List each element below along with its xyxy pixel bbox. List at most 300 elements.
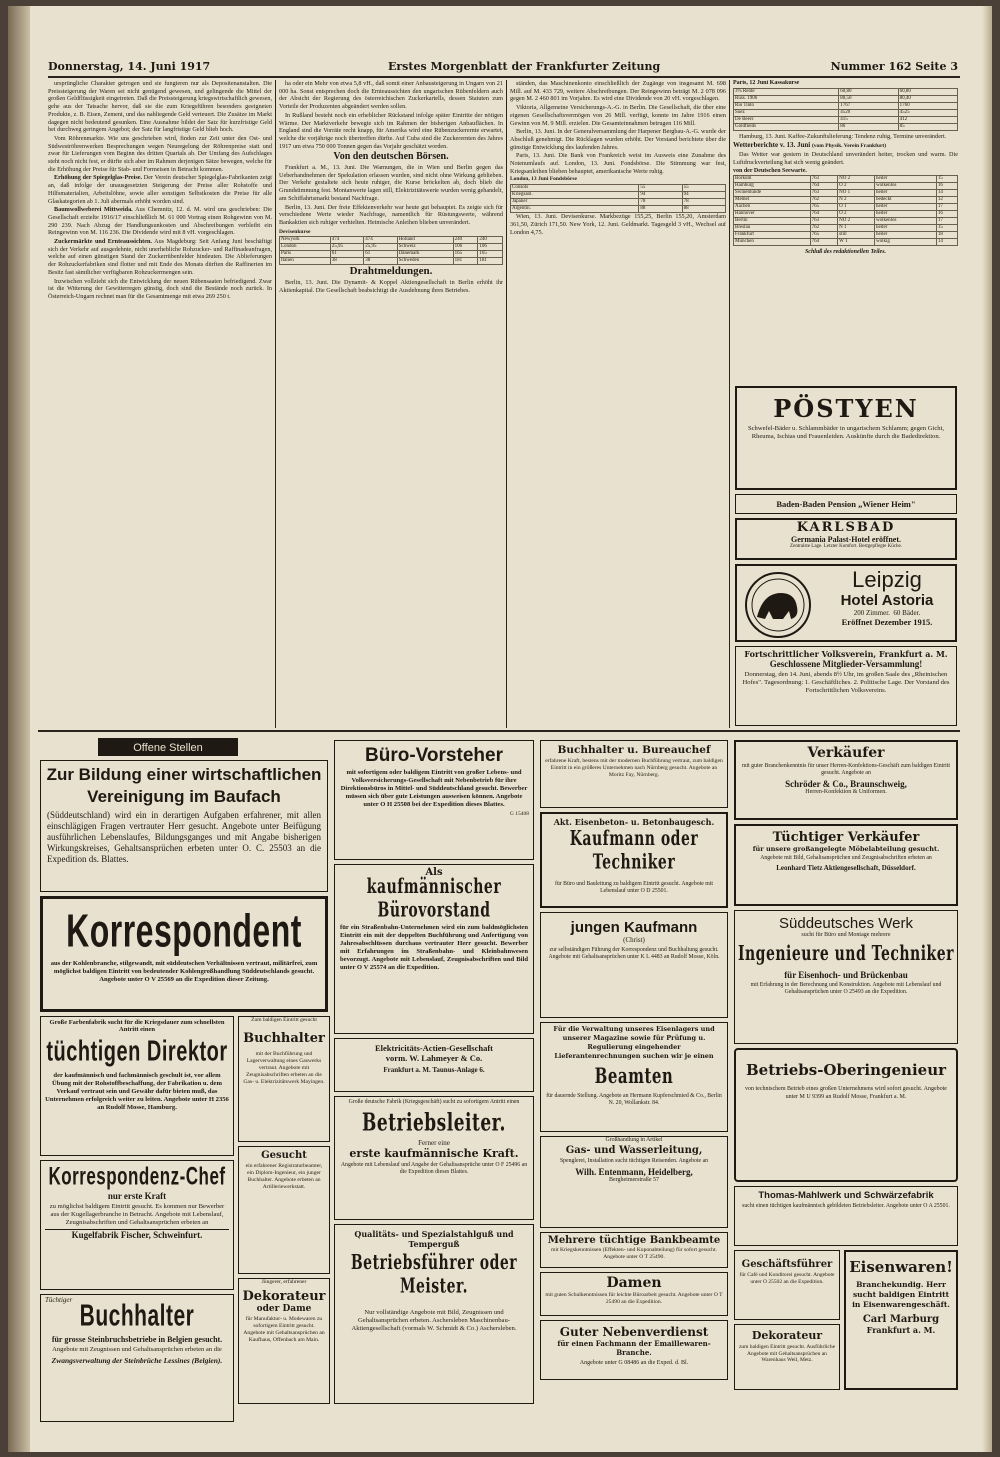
- table-cell: heiter: [874, 232, 936, 239]
- table-cell: wolkenlos: [874, 183, 936, 190]
- table-cell: Japaner: [511, 199, 639, 206]
- gas-title: Buchhalter: [243, 1031, 325, 1046]
- sued-sub: sucht für Büro und Montage mehrere: [801, 932, 891, 938]
- draht-heading: Drahtmeldungen.: [349, 265, 433, 278]
- table-cell: 765: [810, 232, 838, 239]
- devisen-table: [279, 236, 503, 265]
- seewarte-table: [733, 175, 958, 246]
- table-cell: Berlin: [734, 218, 811, 225]
- header-rule: [48, 76, 960, 78]
- table-cell: 94: [682, 192, 725, 199]
- header-issue: Nummer 162 Seite 3: [830, 60, 958, 73]
- neben-text: Angebote unter G 08486 an die Exped. d. Bl.: [579, 1360, 689, 1366]
- table-cell: 16: [936, 211, 957, 218]
- wasser-text: Spenglerei, Installation sucht tüchtigen Reisenden. Angebote an: [559, 1158, 709, 1164]
- column-2: [279, 80, 503, 728]
- betriebsleiter-ad: [334, 1096, 534, 1220]
- kfm-text: für ein Straßenbahn-Unternehmen wird ein zum baldmöglichsten Eintritt ein mit der doppelten Buchführung und Anfertigung von Jahresabschlüssen durchaus vertrauter Herr gesucht. Bewerber mit Erfahrungen im Straßenbahn- und Kleinbahnwesen bevorzugt. Angebote mit Lebenslauf, Zeugnisabschriften und Bild unter O V 25574 an die Expedition.: [340, 924, 528, 971]
- table-cell: 764: [810, 211, 838, 218]
- table-cell: 240: [478, 237, 503, 244]
- column-3: [510, 80, 726, 728]
- piestany-text: Schwefel-Bäder u. Schlammbäder in ungarischem Schlamm; gegen Gicht, Rheuma, Ischias und Frauenleiden. Auskünfte durch die Badedirektion.: [747, 425, 945, 440]
- baumwolle-title: Baumwollweberei Mittweida.: [54, 206, 133, 214]
- verk-firm: Schröder & Co., Braunschweig,: [785, 779, 907, 789]
- damen-text: mit guten Schulkenntnissen für leichte Büroarbeit gesucht. Angebote unter O T 25490 an die Expedition.: [545, 1292, 723, 1305]
- table-cell: O 1: [838, 204, 875, 211]
- table-cell: Argentin.: [511, 206, 639, 213]
- ober-text: von technischem Betrieb eines großen Unternehmens wird sofort gesucht. Angebote unter M U 9399 an Rudolf Mosse, Frankfurt a. M.: [745, 1086, 947, 1100]
- table-cell: 106: [453, 244, 478, 251]
- gesucht-title: Gesucht: [261, 1150, 307, 1161]
- table-cell: 86: [839, 123, 898, 130]
- table-cell: 61: [330, 251, 363, 258]
- qual-title: Qualitäts- und Spezialstahlguß und Temperguß: [354, 1229, 514, 1249]
- dekorateur-ad: [238, 1278, 330, 1404]
- table-row: [280, 244, 503, 251]
- table-cell: heiter: [874, 225, 936, 232]
- london-table-title: London, 13 Juni Fondsbörse: [510, 176, 577, 183]
- korrespondent-title: Korrespondent: [66, 904, 302, 957]
- betr-title: Betriebsleiter.: [362, 1108, 506, 1138]
- table-cell: 14: [936, 239, 957, 246]
- bildung-text: (Süddeutschland) wird ein in derartigen Aufgaben erfahrener, mit allen einschlägigen Fragen vertrauter Herr gesucht. Angebote unter Beifügung ausführlichen Lebenslaufes, Bildungsganges und mit Angabe bisherigen Wirkungskreises, Gehaltsansprüchen erbeten unter O. C. 25503 an die Expedition ds. Blattes.: [47, 810, 321, 864]
- beamt-text: für dauernde Stellung. Angebote an Hermann Kupferschmied & Co., Berlin N. 20, Wollankstr. 84.: [546, 1093, 722, 1106]
- header-date: Donnerstag, 14. Juni 1917: [48, 60, 211, 73]
- bildung-ad: [40, 760, 328, 892]
- bank-text: mit Kriegskenntnissen (Effekten- und Kuponabteilung) für sofort gesucht. Angebote unter O T 25490.: [551, 1247, 717, 1260]
- table-cell: 765: [810, 204, 838, 211]
- offene-stellen-banner: Offene Stellen: [98, 738, 238, 756]
- table-cell: 412: [898, 116, 957, 123]
- table-cell: bedeckt: [874, 197, 936, 204]
- col1-para-e: Aus Magdeburg: Seit Anfang Juni beschäftigt sich der Verkehr auf ausgedehnte, nicht unerhebliche Rohzucker- und Raffinadeanfragen, welche auf einen günstigen Stand der Zuckerrübenfelder hindeuten. Die Ablieferungen der Rohzuckerfabriken sind flotter und mit Ende des Monats dürften die Raffinerien im Besitz fast sämtlicher verfügbaren Rohzuckermengen sein.: [48, 238, 272, 276]
- col1-para-d: Aus Chemnitz, 12. d. M. wird uns geschrieben: Die Gesellschaft erzielte 1916/17 einschließlich M. 61 000 Vortrag einen Rohgewinn von M. 290 239. Nach Abzug der Handlungsunkosten und Abschreibungen verbleibt ein Reingewinn von M. 116 236. Die Dividende wird mit 8 vH. vorgeschlagen.: [48, 206, 272, 237]
- table-cell: Newyork: [280, 237, 331, 244]
- col3-para-e: Wien, 13. Juni. Devisenkurse. Markbezüge 155,25, Berlin 155,20, Amsterdam 361,50, Zürich 171,50. New York, 12. Juni. Geldmarkt. Tagesgeld 3 vH., Wechsel auf London 4,75.: [510, 213, 726, 236]
- table-row: [734, 190, 958, 197]
- table-cell: 763: [810, 176, 838, 183]
- table-cell: 181: [478, 258, 503, 265]
- table-cell: Consols: [511, 185, 639, 192]
- table-row: [734, 232, 958, 239]
- table-row: [734, 218, 958, 225]
- bur-title: Buchhalter u. Bureauchef: [557, 744, 711, 756]
- kfm2-text: für Büro und Bauleitung zu baldigem Eintritt gesucht. Angebote mit Lebenslauf unter O D 25501.: [554, 881, 714, 894]
- table-cell: Schweden: [397, 258, 453, 265]
- col1-para-c: Der Verein deutscher Spiegelglas-Fabrikanten zeigt an, daß infolge der unausgesetzten Steigerung der Preise aller Rohstoffe und Hilfsmaterialien, Arbeitslöhne, sowie aller sonstigen Selbstkosten die Preise für alle Glaskategorien ab 1. Juli abermals erhöht worden sind.: [48, 174, 272, 205]
- nebenverdienst-ad: [540, 1320, 728, 1380]
- ober-title: Betriebs-Oberingenieur: [745, 1061, 947, 1079]
- table-cell: 14: [936, 190, 957, 197]
- table-row: [511, 185, 726, 192]
- table-cell: 80,50: [839, 95, 898, 102]
- baden-ad: Baden-Baden Pension „Wiener Heim": [735, 494, 957, 514]
- table-cell: Borkum: [734, 176, 811, 183]
- bur-text: erfahrene Kraft, bestens mit der modernen Buchführung vertraut, zum baldigen Eintritt in ein größeres Unternehmen nach Nürnberg gesucht. Angebote an Moritz Fay, Nürnberg.: [545, 758, 723, 778]
- tuch-title: Tüchtiger Verkäufer: [772, 830, 920, 845]
- table-cell: 38: [330, 258, 363, 265]
- bildung-title-1: Zur Bildung einer wirtschaftlichen: [46, 765, 322, 784]
- korrespondent-ad: [40, 896, 328, 1012]
- wasser-head: Großhandlung in Artikel: [605, 1137, 663, 1143]
- tietz-ad: [734, 824, 958, 906]
- table-cell: 474: [364, 237, 397, 244]
- table-cell: London: [280, 244, 331, 251]
- jung-title: jungen Kaufmann: [570, 919, 698, 936]
- korrchef-ad: [40, 1160, 234, 1290]
- korrchef-text: zu möglichst baldigem Eintritt gesucht. Es kommen nur Bewerber aus der Kugellagerbranche in Betracht. Angebote mit Lebenslauf, Zeugnisabschriften und Gehaltsansprüchen erbeten an: [49, 1203, 225, 1226]
- table-cell: Dänemark: [397, 251, 453, 258]
- verein-title: Fortschrittlicher Volksverein, Frankfurt a. M.: [744, 649, 948, 659]
- boersen-heading: Von den deutschen Börsen.: [333, 151, 449, 163]
- verein-text: Donnerstag, den 14. Juni, abends 8½ Uhr, im großen Saale des „Rheinischen Hofes". Tagesordnung: 1. Geschäftliches. 2. Politische Lage. Der Vorstand des Fortschrittlichen Volksvereins.: [742, 671, 950, 694]
- tuch-firm: Leonhard Tietz Aktiengesellschaft, Düsseldorf.: [776, 864, 916, 872]
- table-row: [511, 199, 726, 206]
- table-cell: 1767: [839, 102, 898, 109]
- table-cell: Swinemünde: [734, 190, 811, 197]
- table-cell: 80,40: [898, 95, 957, 102]
- table-row: [734, 183, 958, 190]
- leipzig-rooms: 200 Zimmer.: [853, 609, 890, 617]
- verk-title: Verkäufer: [807, 745, 885, 761]
- table-cell: Paris: [280, 251, 331, 258]
- table-cell: 4525: [898, 109, 957, 116]
- table-cell: 94: [639, 192, 682, 199]
- table-row: [734, 109, 958, 116]
- buero-title: Büro-Vorsteher: [365, 745, 503, 766]
- table-row: [734, 197, 958, 204]
- kugel-firm: Kugelfabrik Fischer, Schweinfurt.: [45, 1229, 229, 1240]
- buchh-title: Buchhalter: [79, 1299, 195, 1333]
- table-cell: De Beers: [734, 116, 839, 123]
- buero-ref: G 15408: [509, 811, 529, 817]
- table-row: [734, 102, 958, 109]
- karlsbad-hotel: Germania Palast-Hotel eröffnet.: [791, 535, 901, 544]
- thomas-title: Thomas-Mahlwerk und Schwärzefabrik: [758, 1190, 934, 1201]
- table-cell: 474: [330, 237, 363, 244]
- table-cell: heiter: [874, 176, 936, 183]
- buchh-head: Tüchtiger: [45, 1296, 73, 1304]
- neben-sub: für einen Fachmann der Emaillewaren-Branche.: [557, 1339, 711, 1357]
- elek-addr: Frankfurt a. M. Taunus-Anlage 6.: [383, 1066, 485, 1074]
- wetter-sub: (vom Physik. Verein Frankfurt): [811, 143, 887, 150]
- table-cell: 1760: [898, 102, 957, 109]
- col2-para-b: In Rußland besteht noch ein erheblicher Rückstand infolge später Eintritte der nötigen Wärme. Der Marktverkehr bewegte sich im Rahmen der bisherigen Anbauflächen. In England sind die Vorräte recht knapp, für Amerika wird eine Rübenzuckerernte erwartet, welche die vorjährige noch übertreffen dürfte. Auf Cuba sind die Zuckerernten des Jahres 1917 um etwa 750 000 Tonnen gegen das Vorjahr geschätzt worden.: [279, 111, 503, 150]
- table-cell: heiter: [874, 211, 936, 218]
- meister-ad: [334, 1224, 534, 1404]
- deko-text: für Manufaktur- u. Modewaren zu sofortigem Eintritt gesucht. Angebote mit Gehaltsansprüchen an Kaufhaus, Offenbach am Main.: [243, 1316, 325, 1343]
- gesucht-text: ein erfahrener Registraturbeamter, ein Diplom-Ingenieur, ein junger Buchhalter. Angebote erbeten an Artilleriewerkstatt.: [245, 1163, 323, 1190]
- col3-para-a: ständen, das Maschinenkonto einschließlich der Zugänge von insgesamt M. 698 Mill. auf M. 433 729, weitere Abschreibungen. Der Reingewinn beträgt M. 2 078 096 gegen M. 2 460 801 im Vorjahre. Es wird eine Dividende von 20 vH. vorgeschlagen.: [510, 80, 726, 103]
- buchh-sub: für grosse Steinbruchsbetriebe in Belgien gesucht.: [51, 1335, 223, 1344]
- beamt-head: Für die Verwaltung unseres Eisenlagers und unserer Magazine sowie für Prüfung u. Regulierung eingehender Lieferantenrechnungen suchen wir je einen: [553, 1025, 715, 1060]
- table-cell: 181: [453, 258, 478, 265]
- col2-para-e: Berlin, 13. Juni. Die Dynamit- & Koppel Aktiengesellschaft in Berlin erhöht ihr Aktienkapital. Die Gesellschaft beabsichtigt die Ausdehnung ihres Betriebes.: [279, 279, 503, 294]
- table-cell: 165: [478, 251, 503, 258]
- beamt-title: Beamten: [594, 1062, 674, 1090]
- dekorateur-metz-ad: [734, 1324, 840, 1390]
- bureauchef-ad: [540, 740, 728, 808]
- elek-title: Elektricitäts-Actien-Gesellschaft: [374, 1043, 494, 1053]
- karlsbad-word: KARLSBAD: [796, 520, 896, 535]
- table-cell: Holland: [397, 237, 453, 244]
- table-cell: 16: [936, 183, 957, 190]
- table-row: [280, 258, 503, 265]
- eisen2-title: Eisenwaren!: [849, 1258, 953, 1276]
- neben-title: Guter Nebenverdienst: [559, 1325, 709, 1339]
- buchh-firm: Zwangsverwaltung der Steinbrüche Lessines (Belgien).: [51, 1356, 223, 1365]
- column-rule: [506, 80, 507, 728]
- table-cell: N 2: [838, 197, 875, 204]
- gaswerk-ad: [238, 1016, 330, 1142]
- eisen2-addr: Frankfurt a. M.: [866, 1325, 936, 1335]
- jungen-kaufmann-ad: [540, 912, 728, 1018]
- table-cell: Suez: [734, 109, 839, 116]
- damen-ad: [540, 1272, 728, 1316]
- buero-vorsteher-ad: [334, 740, 534, 860]
- deko2-title: Dekorateur: [751, 1329, 823, 1342]
- table-cell: 18: [936, 232, 957, 239]
- wasserleitung-ad: [540, 1136, 728, 1228]
- meister-text: Nur vollständige Angebote mit Bild, Zeugnissen und Gehaltsansprüchen erbeten. Aschersleben Maschinenbau-Aktiengesellschaft (vormals W. Schmidt & Co.) Aschersleben.: [351, 1309, 517, 1332]
- table-cell: 762: [810, 197, 838, 204]
- table-cell: 415: [839, 116, 898, 123]
- leipzig-city: Leipzig: [852, 567, 922, 592]
- farben-title: tüchtigen Direktor: [46, 1035, 228, 1068]
- table-cell: wolkig: [874, 239, 936, 246]
- table-row: [734, 95, 958, 102]
- piestany-word: PÖSTYEN: [773, 394, 919, 423]
- jung-sub: (Christ): [623, 936, 645, 944]
- verk-sub: Herren-Konfektion & Uniformen.: [805, 789, 887, 795]
- verk-text: mit guter Branchenkenntnis für unser Herren-Konfektions-Geschäft zum baldigen Eintritt gesucht. Angebote an: [742, 763, 950, 776]
- col1-para-a: ursprüngliche Charakter getrogen und sie fungieren nur als Depositenanstalten. Die Preissteigerung der Waren sei nicht genügend gewesen, und gelingende die Mittel der großen Geldflüssigkeit eingetreten. Daß die Preissteigerung kriegswirtschaftlich gewesen, gehe aus der Tatsache hervor, daß sie die zum Kriegsführen besonders geeigneten Produkte, z. B. Eisen, Zement, und das nahliegende Geld verteuert. Die Zusätze im Markt dagegen nicht bedeutend gesunken. Eine Ausnahme bildet der Satz für kurzfristige Geld bei durchweg geringem Angebot; der Satz für langfristige Geld blieb hoch.: [48, 80, 272, 134]
- table-cell: 17: [936, 218, 957, 225]
- table-cell: 764: [810, 239, 838, 246]
- kfm-title: kaufmännischer Bürovorstand: [366, 875, 502, 923]
- eisen2-firm: Carl Marburg: [862, 1314, 940, 1325]
- kfm2-title: Kaufmann oder Techniker: [569, 827, 699, 875]
- wetter-text: Das Wetter war gestern in Deutschland unverändert heiter, trocken und warm. Die Luftdruckverteilung hat sich wenig geändert.: [733, 151, 958, 166]
- table-cell: Kriegsanl.: [511, 192, 639, 199]
- table-cell: NO 2: [838, 176, 875, 183]
- oberingenieur-ad: [734, 1048, 958, 1182]
- seewarte-title: von der Deutschen Seewarte.: [733, 167, 807, 174]
- gas-head: Zum baldigen Eintritt gesucht: [251, 1017, 317, 1023]
- table-cell: wolkenlos: [874, 218, 936, 225]
- table-cell: 55: [639, 185, 682, 192]
- table-cell: Hannover: [734, 211, 811, 218]
- col3-para-b: Viktoria, Allgemeine Versicherungs-A.-G. in Berlin. Die Gesellschaft, die über eine eigenen Gesellschaftsvermögen von 26 Mill. verfügt, konnte im Jahre 1916 einen Gewinn von M. 9 Mill. erzielen. Die Gesamteinnahmen betrugen 116 Mill.: [510, 104, 726, 127]
- verkaeufer-braunschweig-ad: [734, 740, 958, 820]
- table-cell: Memel: [734, 197, 811, 204]
- table-row: [734, 204, 958, 211]
- bank-title: Mehrere tüchtige Bankbeamte: [547, 1235, 721, 1246]
- korrespondent-text: aus der Kohlenbranche, stilgewandt, mit süddeutschen Verhältnissen vertraut, militärfrei, zum möglichst baldigen Eintritt von bedeutender Kohlengroßhandlung Süddeutschlands gesucht. Angebote unter O V 25569 an die Expedition dieser Zeitung.: [50, 960, 318, 983]
- table-cell: 85: [898, 123, 957, 130]
- table-row: [734, 176, 958, 183]
- table-cell: 61: [364, 251, 397, 258]
- verein-sub: Geschlossene Mitglieder-Versammlung!: [769, 659, 923, 669]
- farben-head: Große Farbenfabrik sucht für die Kriegsdauer zum schnellsten Antritt einen: [49, 1019, 225, 1033]
- column-1: [48, 80, 272, 728]
- table-cell: 240: [453, 237, 478, 244]
- farben-ad: [40, 1016, 234, 1156]
- table-cell: 88: [682, 206, 725, 213]
- table-row: [734, 211, 958, 218]
- wasser-title: Gas- und Wasserleitung,: [565, 1145, 703, 1156]
- leipzig-ad: [735, 564, 957, 642]
- wetter-title: Wetterberichte v. 13. Juni: [733, 141, 811, 150]
- table-cell: 763: [810, 218, 838, 225]
- table-cell: 15: [936, 225, 957, 232]
- eisenwaren-ad: [844, 1250, 958, 1390]
- buero-text: mit sofortigem oder baldigem Eintritt von großer Lebens- und Volksversicherungs-Gesellschaft mit Nebenbetrieb für ihre Direktionsbüros in Mittel- und Süddeutschland gesucht. Bewerber müssen sich über gute Leistungen ausweisen können. Angebote unter O H 25508 bei der Expedition dieses Blattes.: [340, 769, 528, 808]
- gesch-text: für Café und Konditorei gesucht. Angebote unter O 25502 an die Expedition.: [739, 1272, 835, 1285]
- buerovorstand-ad: [334, 864, 534, 1034]
- table-cell: 165: [453, 251, 478, 258]
- sueddeutsches-werk-ad: [734, 910, 958, 1044]
- zucker-title: Zuckermärkte und Ernteaussichten.: [54, 238, 152, 246]
- page-header: [48, 60, 958, 76]
- table-cell: 762: [810, 225, 838, 232]
- col2-para-a: ha oder ein Mehr von etwa 5,8 vH., daß somit einer Anbausteigerung in Ungarn von 21 000 ha. Sonst entsprechen doch die Ernteaussichten den ungarischen Rübenfeldern auch der Absicht der Regierung des österreichischen Zuckerkartells, dessen Statuten zum Vorteile der Produzenten abgeändert werden sollen.: [279, 80, 503, 111]
- table-cell: Italien: [280, 258, 331, 265]
- bankbeamte-ad: [540, 1232, 728, 1268]
- table-cell: 38: [364, 258, 397, 265]
- gesucht-ad: [238, 1146, 330, 1274]
- schluss-note: Schluß des redaktionellen Teiles.: [804, 249, 887, 256]
- column-rule: [729, 80, 730, 728]
- table-cell: 3% Rente: [734, 88, 839, 95]
- newspaper-page: [8, 6, 992, 1452]
- geschaeftsfuehrer-ad: [734, 1250, 840, 1320]
- table-cell: 88: [639, 206, 682, 213]
- damen-title: Damen: [606, 1275, 662, 1291]
- col1-para-b: Vom Röhrenmarkte. Wie uns geschrieben wird, finden zur Zeit unter den Ost- und Südweströhrenwerken Besprechungen wegen Neuregelung der Röhrenpreise statt und zwar für Lieferungen vom Beginn des dritten Quartals ab. Der Umfang des Aufschlages steht noch nicht fest, er dürfte sich aber im Rahmen derjenigen Sätze bewegen, welche für die Erhöhung der Preise für Stab- und Formeisen in Betracht kommen.: [48, 134, 272, 173]
- piestany-ad: [735, 386, 957, 490]
- sued-title: Süddeutsches Werk: [779, 915, 913, 932]
- col3-para-c: Berlin, 13. Juni. In der Generalversammlung der Harpener Bergbau-A.-G. wurde der Abschluß genehmigt. Die Rücklagen wurden erhöht. Der Vorstand berichtete über die günstige Entwicklung des laufenden Jahres.: [510, 128, 726, 151]
- deko-sub: oder Dame: [256, 1304, 312, 1314]
- karlsbad-ad: [735, 518, 957, 560]
- table-cell: 12: [936, 197, 957, 204]
- table-cell: 25,95: [330, 244, 363, 251]
- table-cell: 4520: [839, 109, 898, 116]
- korrchef-title: Korrespondenz-Chef: [48, 1162, 226, 1191]
- buchh-text: Angebote mit Zeugnissen und Gehaltsansprüchen erbeten an die: [52, 1346, 222, 1353]
- spiegelglas-title: Erhöhung der Spiegelglas-Preise.: [54, 174, 143, 182]
- col3-para-d: Paris, 13. Juni. Die Bank von Frankreich weist im Ausweis eine Zunahme des Notenumlaufs auf. London, 13. Juni. Fondsbörse. Die Stimmung war fest, Kriegsanleihen blieben behauptet, amerikanische Werte ruhig.: [510, 152, 726, 175]
- col1-para-f: Inzwischen vollzieht sich die Entwicklung der neuen Rübensaaten befriedigend. Zwar ist die Witterung der Gewitterregen günstig, doch sind die Bestände noch zurück. In Österreich-Ungarn rechnet man für die Gesamtmenge mit etwa 269 250 t.: [48, 277, 272, 300]
- table-row: [734, 116, 958, 123]
- deko-title: Dekorateur: [242, 1289, 326, 1304]
- table-cell: NO 2: [838, 218, 875, 225]
- gas-text: mit der Buchführung und Lagerverwaltung eines Gaswerks vertraut. Angebote mit Zeugnisabschriften erbeten an die Gas- u. Elektrizitätswerk Mayingen.: [243, 1051, 325, 1085]
- col2-para-c: Frankfurt a. M., 13. Juni. Die Warnungen, die in Wien und Berlin gegen das Ueberhandnehmen der Spekulation erlassen wurden, sind nicht ohne Wirkung geblieben. Der Verkehr gestaltete sich heute ruhiger, die Kurse bröckelten ab, doch blieb die Grundstimmung fest. Montanwerte lagen still, Elektrizitätswerte wurden wenig gehandelt, am Schiffahrtsmarkt bestand Nachfrage.: [279, 164, 503, 202]
- beamten-ad: [540, 1022, 728, 1132]
- table-row: [734, 123, 958, 130]
- deko2-text: zum baldigen Eintritt gesucht. Ausführliche Angebote mit Gehaltsansprüchen an Warenhaus Weil, Metz.: [738, 1344, 836, 1363]
- verein-ad: [735, 646, 957, 726]
- table-cell: O 2: [838, 183, 875, 190]
- table-cell: Schweiz: [397, 244, 453, 251]
- page-spine: [8, 6, 30, 1452]
- leipzig-baths: 60 Bäder.: [893, 609, 921, 617]
- table-cell: 15: [936, 176, 957, 183]
- table-row: [280, 251, 503, 258]
- table-cell: 17: [936, 204, 957, 211]
- table-cell: Russ. 1906: [734, 95, 839, 102]
- thomas-mahlwerk-ad: [734, 1186, 958, 1246]
- meister-title: Betriebsführer oder Meister.: [350, 1251, 518, 1299]
- gesch-title: Geschäftsführer: [741, 1259, 833, 1270]
- ing-sub: für Eisenhoch- und Brückenbau: [784, 970, 908, 980]
- table-row: [511, 206, 726, 213]
- tuch-sub: für unsere großangelegte Möbelabteilung gesucht.: [752, 845, 940, 853]
- thomas-text: sucht einen tüchtigen kaufmännisch gebildeten Betriebsleiter. Angebote unter O A 25501.: [742, 1203, 950, 1209]
- betr-sub: Ferner eine: [418, 1139, 450, 1147]
- table-row: [734, 88, 958, 95]
- farben-text: der kaufmännisch und fachmännisch geschult ist, vor allem Übung mit der Rohstoffbeschaffung, der Fabrikation u. dem Verkauf vertraut sein und Gewähr dafür bieten muß, das Unternehmen erfolgreich weiter zu leiten. Angebote unter H 2356 an Rudolf Mosse, Hamburg.: [45, 1072, 229, 1111]
- tuch-text: Angebote mit Bild, Gehaltsansprüchen und Zeugnisabschriften erbeten an: [760, 855, 932, 861]
- lion-emblem-icon: [743, 571, 813, 639]
- section-rule: [38, 730, 960, 732]
- karlsbad-sub: Zentralste Lage. Letzter Komfort. Bestgepflegte Küche.: [790, 544, 902, 549]
- table-row: [511, 192, 726, 199]
- table-cell: 764: [810, 183, 838, 190]
- table-cell: still: [838, 232, 875, 239]
- table-cell: 763: [810, 190, 838, 197]
- table-cell: heiter: [874, 190, 936, 197]
- table-cell: München: [734, 239, 811, 246]
- devisen-table-title: Devisenkurse: [279, 228, 311, 235]
- betr-sub2: erste kaufmännische Kraft.: [349, 1147, 519, 1160]
- table-cell: heiter: [874, 204, 936, 211]
- table-cell: NO 1: [838, 190, 875, 197]
- table-cell: 60,80: [898, 88, 957, 95]
- table-cell: 106: [478, 244, 503, 251]
- eisenbeton-ad: [540, 812, 728, 908]
- table-cell: 60,80: [839, 88, 898, 95]
- ing-text: mit Erfahrung in der Berechnung und Konstruktion. Angebote mit Lebenslauf und Gehaltsansprüchen unter O 25493 an die Expedition.: [750, 982, 942, 995]
- table-cell: Hamburg: [734, 183, 811, 190]
- lahmeyer-ad: [334, 1038, 534, 1092]
- jung-text: zur selbständigen Führung der Korrespondenz und Buchhaltung gesucht. Angebote mit Gehaltsansprüchen unter K L 4483 an Rudolf Mosse, Köln.: [548, 947, 720, 960]
- wasser-addr: Bergheimerstraße 57: [608, 1177, 660, 1183]
- table-cell: Aachen: [734, 204, 811, 211]
- korrchef-sub: nur erste Kraft: [107, 1191, 167, 1201]
- table-cell: 55: [682, 185, 725, 192]
- elek-sub: vorm. W. Lahmeyer & Co.: [385, 1053, 483, 1063]
- table-cell: 25,95: [364, 244, 397, 251]
- table-cell: N 1: [838, 225, 875, 232]
- ing-title: Ingenieure und Techniker: [737, 942, 955, 966]
- table-row: [734, 239, 958, 246]
- wasser-firm: Wilh. Entenmann, Heidelberg,: [575, 1167, 693, 1177]
- als-label: Als: [425, 867, 443, 878]
- table-cell: 78: [639, 199, 682, 206]
- table-cell: Rio Tinto: [734, 102, 839, 109]
- table-cell: Breslau: [734, 225, 811, 232]
- london-table: [510, 184, 726, 213]
- header-paper-title: Erstes Morgenblatt der Frankfurter Zeitung: [388, 60, 661, 73]
- deko-head: Jüngerer, erfahrener: [261, 1279, 307, 1285]
- table-cell: O 2: [838, 211, 875, 218]
- column-4-top: [733, 80, 958, 380]
- eisen2-text: Branchekundig. Herr sucht baldigen Eintritt in Eisenwarengeschäft.: [852, 1280, 950, 1309]
- hamburg-text: Hamburg, 13. Juni. Kaffee-Zukunftslieferung: Tendenz ruhig, Termine unverändert.: [739, 132, 947, 140]
